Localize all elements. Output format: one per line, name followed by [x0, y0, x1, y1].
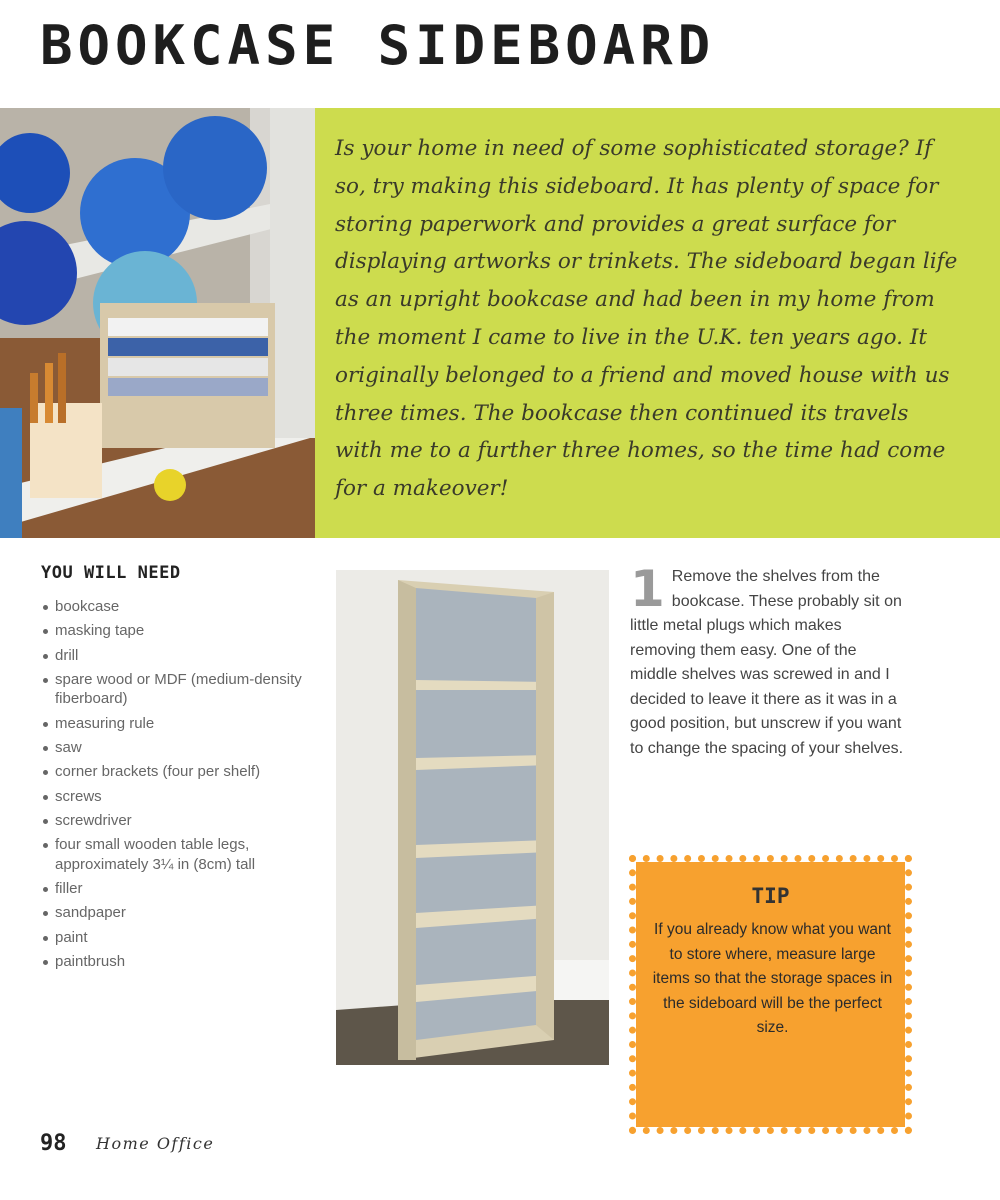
- list-item: sandpaper: [42, 903, 312, 923]
- list-item: drill: [42, 646, 312, 666]
- step-1: [630, 560, 905, 761]
- list-item: paint: [42, 928, 312, 948]
- yarn-shelf-photo: [0, 108, 315, 538]
- materials-list: [42, 597, 312, 976]
- intro-panel: [315, 108, 1000, 538]
- list-item: filler: [42, 879, 312, 899]
- list-item: masking tape: [42, 621, 312, 641]
- tip-text: If you already know what you want to store where, measure large items so that the storage spaces in the sideboard will be the perfect size.: [652, 921, 893, 1036]
- intro-text: Is your home in need of some sophisticated storage? If so, try making this sideboard. It has plenty of space for storing paperwork and provides a great surface for displaying artworks or trinkets. The sideboard began life as an upright bookcase and had been in my home from the moment I came to live in the U.K. ten years ago. It originally belonged to a friend and moved house with us three times. The bookcase then continued its travels with me to a further three homes, so the time had come for a makeover!: [335, 136, 958, 502]
- list-item: four small wooden table legs, approximately 3¼ in (8cm) tall: [42, 835, 312, 874]
- list-item: corner brackets (four per shelf): [42, 762, 312, 782]
- page-title: BOOKCASE SIDEBOARD: [40, 14, 716, 77]
- step-text: Remove the shelves from the bookcase. These probably sit on little metal plugs which makes removing them easy. One of the middle shelves was screwed in and I decided to leave it there as it was in a good position, but unscrew if you want to change the spacing of your shelves.: [630, 568, 904, 757]
- page-number: 98: [40, 1131, 67, 1156]
- tip-title: TIP: [751, 884, 790, 908]
- list-item: bookcase: [42, 597, 312, 617]
- list-item: paintbrush: [42, 952, 312, 972]
- list-item: saw: [42, 738, 312, 758]
- section-name: Home Office: [96, 1134, 215, 1153]
- list-item: spare wood or MDF (medium-density fiberboard): [42, 670, 312, 709]
- list-item: screwdriver: [42, 811, 312, 831]
- list-item: screws: [42, 787, 312, 807]
- step-number: 1: [630, 560, 665, 618]
- bookcase-photo: [336, 570, 609, 1065]
- materials-heading: YOU WILL NEED: [41, 563, 181, 583]
- list-item: measuring rule: [42, 714, 312, 734]
